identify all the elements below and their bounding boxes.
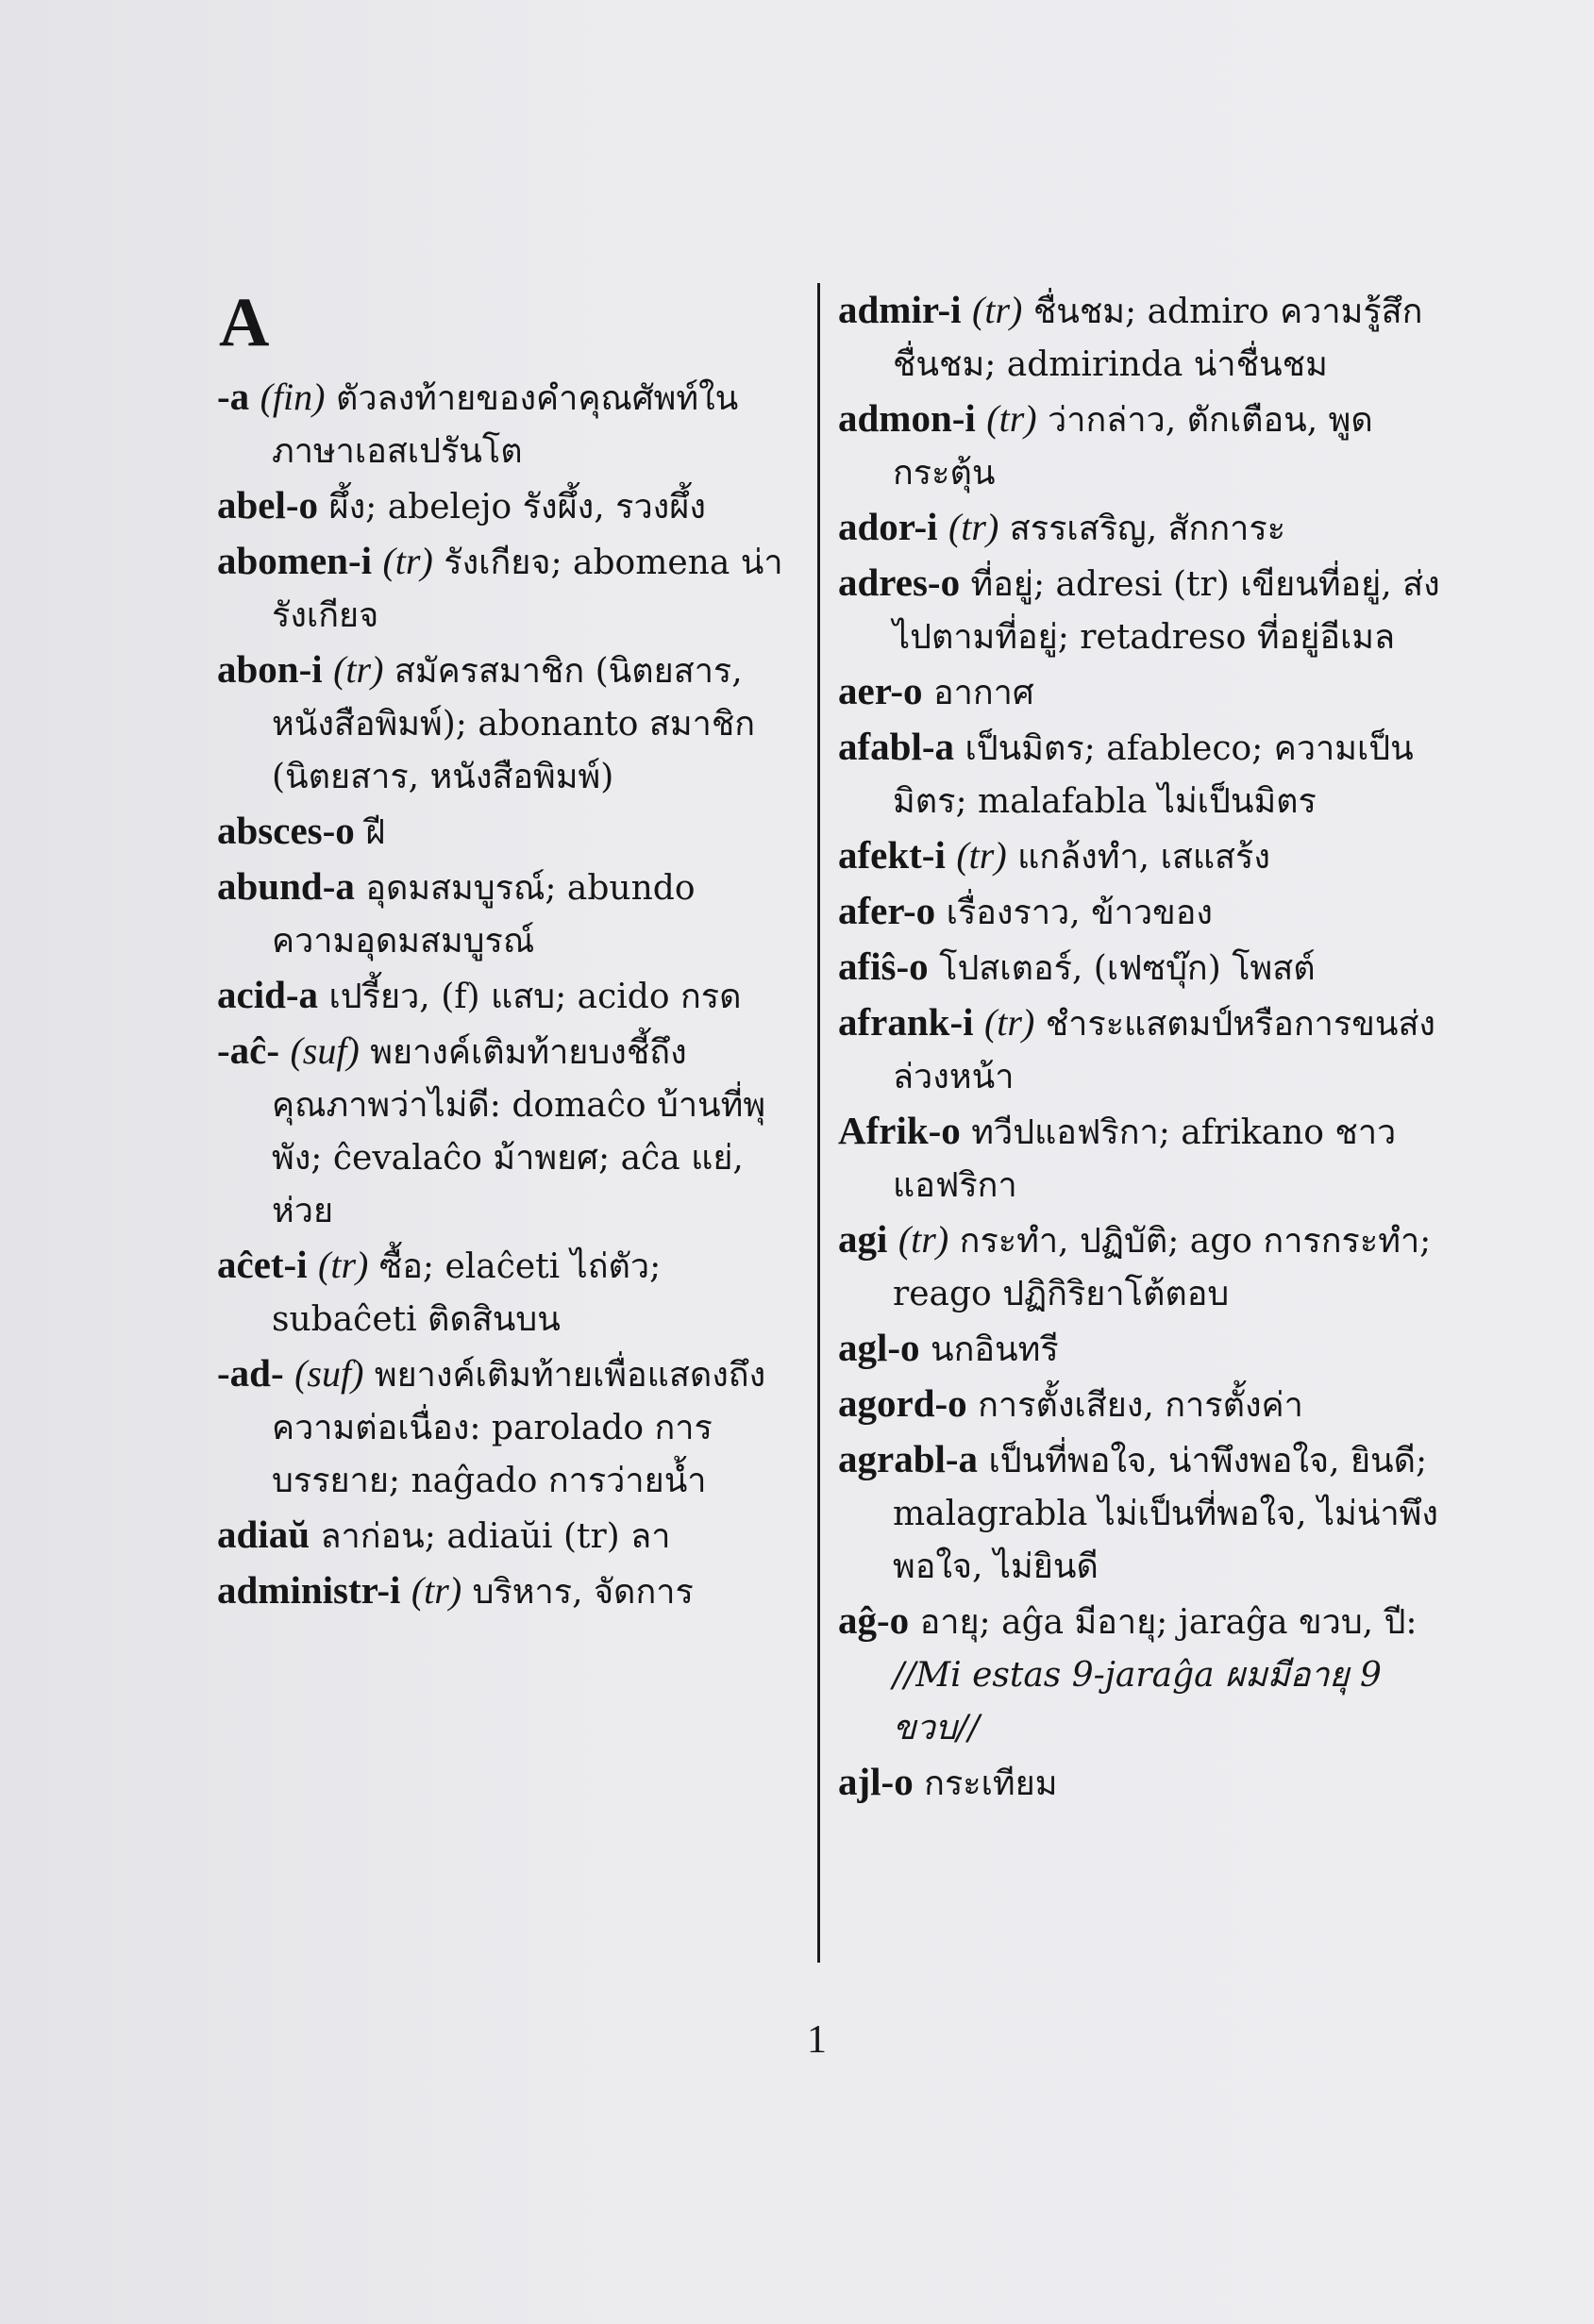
- entry-grammar-tag: (suf): [294, 1352, 364, 1395]
- dictionary-entry: [838, 1212, 1442, 1321]
- entry-headword: afiŝ-o: [838, 945, 929, 988]
- entry-definition: ที่อยู่; adresi (tr) เขียนที่อยู่, ส่งไปตามที่อยู่; retadreso ที่อยู่อีเมล: [893, 565, 1440, 657]
- entry-headword: -a: [217, 375, 250, 418]
- entry-definition: ว่ากล่าว, ตักเตือน, พูดกระตุ้น: [893, 401, 1373, 493]
- dictionary-entry: [838, 720, 1442, 828]
- entry-definition: ทวีปแอฟริกา; afrikano ชาวแอฟริกา: [893, 1113, 1397, 1205]
- entry-definition: พยางค์เติมท้ายบงชี้ถึงคุณภาพว่าไม่ดี: domaĉo บ้านที่พุพัง; ĉevalaĉo ม้าพยศ; aĉa แย่, ห่วย: [272, 1033, 766, 1230]
- entry-definition: สมัครสมาชิก (นิตยสาร, หนังสือพิมพ์); abonanto สมาชิก (นิตยสาร, หนังสือพิมพ์): [272, 652, 756, 796]
- entry-definition: การตั้งเสียง, การตั้งค่า: [978, 1386, 1303, 1425]
- dictionary-entry: [217, 1508, 783, 1563]
- dictionary-entry: [217, 1563, 783, 1619]
- entry-headword: agord-o: [838, 1381, 967, 1425]
- entry-headword: aĉet-i: [217, 1243, 308, 1286]
- entry-grammar-tag: (tr): [318, 1244, 369, 1286]
- dictionary-entry: [838, 664, 1442, 720]
- entry-headword: agi: [838, 1217, 888, 1261]
- entry-definition: เรื่องราว, ข้าวของ: [946, 894, 1213, 932]
- dictionary-entry: [217, 478, 783, 534]
- entry-headword: -aĉ-: [217, 1028, 280, 1072]
- dictionary-entry: [838, 828, 1442, 884]
- dictionary-entry: [838, 556, 1442, 664]
- dictionary-entry: [838, 283, 1442, 392]
- entry-example: //Mi estas 9-jaraĝa ผมมีอายุ 9 ขวบ//: [893, 1656, 1382, 1747]
- entry-grammar-tag: (tr): [983, 1001, 1035, 1044]
- entry-definition: อุดมสมบูรณ์; abundo ความอุดมสมบูรณ์: [272, 869, 696, 961]
- entry-headword: adres-o: [838, 560, 961, 604]
- entry-headword: aĝ-o: [838, 1598, 910, 1642]
- entry-definition: ลาก่อน; adiaŭi (tr) ลา: [320, 1517, 671, 1556]
- entry-headword: administr-i: [217, 1568, 401, 1612]
- dictionary-entry: [217, 860, 783, 968]
- dictionary-entry: [838, 1432, 1442, 1594]
- entry-headword: Afrik-o: [838, 1109, 961, 1152]
- entry-definition: อากาศ: [932, 674, 1034, 712]
- entry-definition: พยางค์เติมท้ายเพื่อแสดงถึงความต่อเนื่อง: parolado การบรรยาย; naĝado การว่ายน้ำ: [272, 1356, 766, 1500]
- dictionary-entry: [217, 643, 783, 804]
- entry-headword: acid-a: [217, 973, 319, 1016]
- dictionary-entry: [838, 1104, 1442, 1212]
- dictionary-entry: [838, 884, 1442, 940]
- entry-definition: เป็นมิตร; afableco; ความเป็นมิตร; malafabla ไม่เป็นมิตร: [893, 729, 1414, 821]
- entry-definition: เป็นที่พอใจ, น่าพึงพอใจ, ยินดี; malagrabla ไม่เป็นที่พอใจ, ไม่น่าพึงพอใจ, ไม่ยินดี: [893, 1442, 1438, 1586]
- entry-definition: ฝี: [365, 813, 386, 852]
- entry-definition: นกอินทรี: [931, 1330, 1059, 1369]
- entry-headword: abund-a: [217, 864, 355, 908]
- dictionary-entry: [838, 1594, 1442, 1755]
- entry-definition: กระทำ, ปฏิบัติ; ago การกระทำ; reago ปฏิกิริยาโต้ตอบ: [893, 1222, 1432, 1313]
- entry-grammar-tag: (tr): [972, 289, 1023, 331]
- entry-definition: กระเทียม: [924, 1764, 1058, 1803]
- dictionary-entry: [217, 1024, 783, 1238]
- entry-headword: afabl-a: [838, 725, 954, 768]
- entry-grammar-tag: (tr): [898, 1218, 949, 1261]
- entry-definition: แกล้งทำ, เสแสร้ง: [1017, 838, 1270, 877]
- entry-grammar-tag: (fin): [260, 376, 326, 418]
- dictionary-entry: [838, 1321, 1442, 1377]
- entry-grammar-tag: (tr): [956, 834, 1007, 877]
- entry-headword: adiaŭ: [217, 1513, 310, 1556]
- dictionary-entry: [217, 1346, 783, 1508]
- entry-headword: absces-o: [217, 809, 355, 852]
- entry-headword: ador-i: [838, 505, 938, 548]
- entry-definition: ซื้อ; elaĉeti ไถ่ตัว; subaĉeti ติดสินบน: [272, 1247, 662, 1339]
- entry-headword: agrabl-a: [838, 1437, 979, 1480]
- dictionary-entry: [217, 804, 783, 860]
- entry-headword: admir-i: [838, 288, 962, 331]
- dictionary-entry: [217, 1238, 783, 1346]
- section-letter: A: [219, 284, 270, 361]
- dictionary-entry: [838, 500, 1442, 556]
- entry-headword: abel-o: [217, 483, 319, 527]
- entry-headword: agl-o: [838, 1326, 920, 1369]
- entry-headword: ajl-o: [838, 1760, 914, 1803]
- entry-headword: afer-o: [838, 889, 936, 932]
- entry-definition: สรรเสริญ, สักการะ: [1009, 510, 1286, 548]
- page-number: 1: [807, 2018, 827, 2062]
- entry-grammar-tag: (suf): [290, 1029, 360, 1072]
- entry-definition: ผึ้ง; abelejo รังผึ้ง, รวงผึ้ง: [328, 488, 706, 527]
- column-divider: [817, 283, 820, 1963]
- entry-headword: admon-i: [838, 396, 976, 440]
- entry-headword: afrank-i: [838, 1000, 974, 1044]
- entry-definition: บริหาร, จัดการ: [472, 1573, 694, 1612]
- entry-grammar-tag: (tr): [333, 648, 384, 691]
- entry-headword: -ad-: [217, 1351, 284, 1395]
- entry-definition: โปสเตอร์, (เฟซบุ๊ก) โพสต์: [939, 949, 1316, 988]
- dictionary-entry: [838, 995, 1442, 1104]
- entry-grammar-tag: (tr): [411, 1569, 462, 1612]
- entry-grammar-tag: (tr): [382, 540, 433, 582]
- entry-definition: ชำระแสตมป์หรือการขนส่งล่วงหน้า: [893, 1005, 1435, 1096]
- dictionary-entry: [217, 370, 783, 478]
- dictionary-entry: [838, 1377, 1442, 1432]
- entry-grammar-tag: (tr): [948, 506, 999, 548]
- entry-headword: abomen-i: [217, 539, 372, 582]
- dictionary-entry: [838, 1755, 1442, 1811]
- dictionary-entry: [838, 392, 1442, 500]
- entry-headword: aer-o: [838, 669, 923, 712]
- entry-headword: abon-i: [217, 647, 323, 691]
- entry-definition: อายุ; aĝa มีอายุ; jaraĝa ขวบ, ปี:: [919, 1603, 1418, 1642]
- entry-grammar-tag: (tr): [986, 397, 1037, 440]
- entry-definition: ชื่นชม; admiro ความรู้สึกชื่นชม; admirinda น่าชื่นชม: [893, 293, 1423, 384]
- dictionary-entry: [217, 534, 783, 643]
- entry-definition: รังเกียจ; abomena น่ารังเกียจ: [272, 543, 783, 635]
- dictionary-entry: [217, 968, 783, 1024]
- right-column: [838, 283, 1442, 1811]
- entry-definition: เปรี้ยว, (f) แสบ; acido กรด: [328, 978, 742, 1016]
- left-column: [217, 370, 783, 1619]
- dictionary-entry: [838, 940, 1442, 995]
- entry-headword: afekt-i: [838, 833, 946, 877]
- entry-definition: ตัวลงท้ายของคำคุณศัพท์ในภาษาเอสเปรันโต: [272, 379, 739, 471]
